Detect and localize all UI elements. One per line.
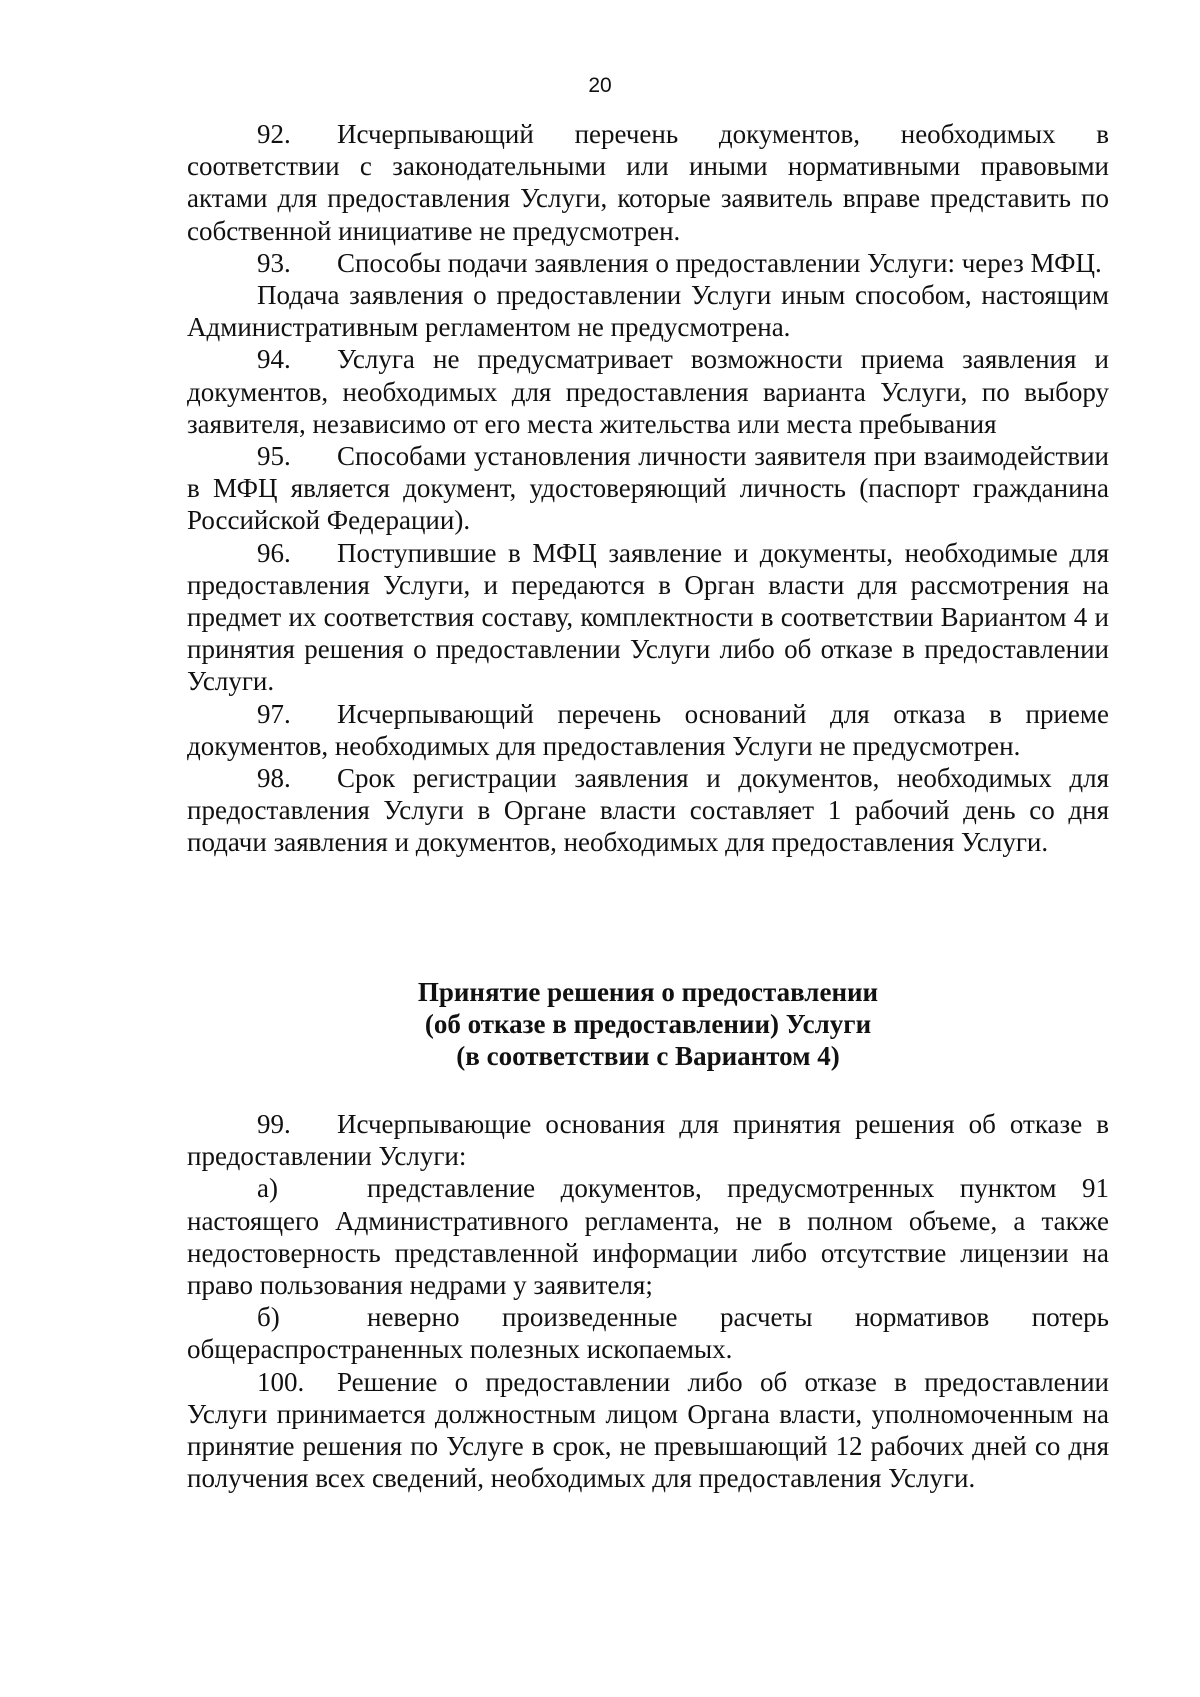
sub-item-a [187, 1172, 1109, 1301]
paragraph-text: неверно произведенные расчеты нормативов потерь общераспространенных полезных ископаемых. [187, 1302, 1109, 1365]
paragraph-98 [187, 762, 1109, 859]
body-text-top [187, 118, 1109, 859]
paragraph-96 [187, 537, 1109, 698]
paragraph-number: 99. [257, 1109, 291, 1139]
paragraph-text: представление документов, предусмотренных пунктом 91 настоящего Административного регламента, не в полном объеме, а также недостоверность представленной информации либо отсутствие лицензии на право пользования недрами у заявителя; [187, 1173, 1109, 1301]
paragraph-100 [187, 1366, 1109, 1495]
paragraph-93 [187, 247, 1109, 279]
paragraph-99 [187, 1108, 1109, 1172]
paragraph-text: Способы подачи заявления о предоставлении Услуги: через МФЦ. [337, 247, 1102, 278]
page-number: 20 [588, 74, 612, 97]
paragraph-text: Срок регистрации заявления и документов, необходимых для предоставления Услуги в Органе власти составляет 1 рабочий день со дня подачи заявления и документов, необходимых для предоставления Услуги. [187, 763, 1109, 858]
paragraph-text: Исчерпывающий перечень документов, необходимых в соответствии с законодательными или иными нормативными правовыми актами для предоставления Услуги, которые заявитель вправе представить по собственной инициативе не предусмотрен. [187, 119, 1109, 246]
paragraph-number: 95. [257, 441, 291, 472]
paragraph-97 [187, 698, 1109, 762]
paragraph-text: Способами установления личности заявителя при взаимодействии в МФЦ является документ, удостоверяющий личность (паспорт гражданина Российской Федерации). [187, 441, 1109, 536]
section-heading [187, 976, 1109, 1072]
heading-line: (об отказе в предоставлении) Услуги [424, 1009, 872, 1039]
paragraph-number: 93. [257, 247, 291, 278]
paragraph-number: 92. [257, 119, 291, 149]
paragraph-93-continuation [187, 279, 1109, 343]
paragraph-number: 98. [257, 763, 291, 794]
paragraph-text: Поступившие в МФЦ заявление и документы, необходимые для предоставления Услуги, и передаются в Орган власти для рассмотрения на предмет их соответствия составу, комплектности в соответствии Вариантом 4 и принятия решения о предоставлении Услуги либо об отказе в предоставлении Услуги. [187, 537, 1109, 697]
sub-item-letter: б) [257, 1302, 280, 1333]
paragraph-text: Услуга не предусматривает возможности приема заявления и документов, необходимых для предоставления варианта Услуги, по выбору заявителя, независимо от его места жительства или места пребывания [187, 344, 1109, 439]
paragraph-number: 97. [257, 698, 291, 729]
heading-line: Принятие решения о предоставлении [417, 977, 879, 1007]
paragraph-text: Исчерпывающий перечень оснований для отказа в приеме документов, необходимых для предоставления Услуги не предусмотрен. [187, 698, 1109, 761]
paragraph-number: 96. [257, 537, 291, 568]
paragraph-text: Исчерпывающие основания для принятия решения об отказе в предоставлении Услуги: [187, 1109, 1109, 1172]
sub-item-b [187, 1301, 1109, 1365]
heading-line: (в соответствии с Вариантом 4) [456, 1041, 840, 1071]
paragraph-95 [187, 440, 1109, 537]
paragraph-number: 100. [257, 1366, 305, 1397]
paragraph-text: Решение о предоставлении либо об отказе в предоставлении Услуги принимается должностным лицом Органа власти, уполномоченным на принятие решения по Услуге в срок, не превышающий 12 рабочих дней со дня получения всех сведений, необходимых для предоставления Услуги. [187, 1366, 1109, 1494]
paragraph-94 [187, 343, 1109, 440]
paragraph-number: 94. [257, 344, 291, 375]
sub-item-letter: а) [257, 1173, 278, 1204]
paragraph-text: Подача заявления о предоставлении Услуги иным способом, настоящим Административным регламентом не предусмотрена. [187, 280, 1109, 343]
paragraph-92 [187, 118, 1109, 247]
body-text-bottom [187, 1108, 1109, 1494]
